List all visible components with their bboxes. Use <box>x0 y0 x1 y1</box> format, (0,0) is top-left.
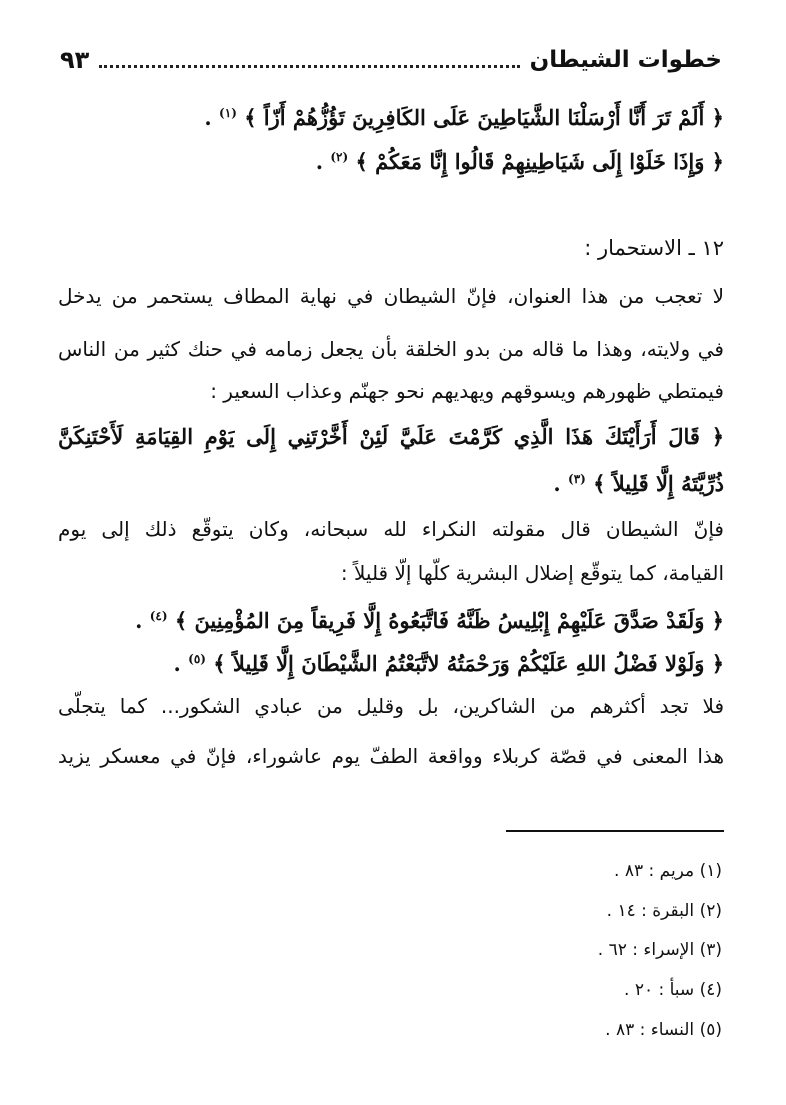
verse-text: ﴿ وَلَقَدْ صَدَّقَ عَلَيْهِمْ إِبْلِيسُ ظَنَّهُ فَاتَّبَعُوهُ إِلَّا فَرِيقاً مِنَ المُؤْمِنِينَ ﴾ <box>174 608 724 633</box>
verse-text: ﴿ وَإِذَا خَلَوْا إِلَى شَيَاطِينِهِمْ قَالُوا إِنَّا مَعَكُمْ ﴾ <box>355 149 724 174</box>
footnote-text: البقرة : ١٤ . <box>606 901 695 921</box>
paragraph-line: فيمتطي ظهورهم ويسوقهم ويهديهم نحو جهنّم وعذاب السعير : <box>210 379 724 403</box>
footnote <box>607 898 722 924</box>
footnote <box>624 977 722 1003</box>
footnote <box>605 1017 722 1043</box>
verse-line: ﴿ قَالَ أَرَأَيْتَكَ هَذَا الَّذِي كَرَّمْتَ عَلَيَّ لَئِنْ أَخَّرْتَنِي إِلَى يَوْمِ القِيَامَةِ لَأَحْتَنِكَنَّ <box>58 424 724 449</box>
verse-text: ذُرِّيَّتَهُ إِلَّا قَلِيلاً ﴾ <box>593 471 724 496</box>
footnote-text: الإسراء : ٦٢ . <box>597 940 695 960</box>
verse-line: ﴿ وَإِذَا خَلَوْا إِلَى شَيَاطِينِهِمْ قَالُوا إِنَّا مَعَكُمْ ﴾ $^{(٢)}$ . <box>315 149 724 174</box>
footnote <box>614 858 722 884</box>
footnote-ref: (٢) <box>330 150 349 164</box>
footnote-text: سبأ : ٢٠ . <box>624 980 695 1000</box>
verse-text: ﴿ أَلَمْ تَرَ أَنَّا أَرْسَلْنَا الشَّيَاطِينَ عَلَى الكَافِرِينَ تَؤُزُّهُمْ أَزّاً ﴾ <box>244 105 724 130</box>
footnote-text: النساء : ٨٣ . <box>605 1020 695 1040</box>
footnote-number: (٥) <box>699 1020 722 1040</box>
verse-line: ﴿ وَلَوْلا فَضْلُ اللهِ عَلَيْكُمْ وَرَحْمَتُهُ لاتَّبَعْتُمُ الشَّيْطَانَ إِلَّا قَلِيلاً ﴾ $^{(٥)}$ . <box>173 651 724 676</box>
footnote-text: مريم : ٨٣ . <box>614 861 695 881</box>
footnote-ref: (٣) <box>568 472 586 486</box>
verse-line: ذُرِّيَّتَهُ إِلَّا قَلِيلاً ﴾ $^{(٣)}$ . <box>553 471 724 496</box>
footnote-ref: (٤) <box>149 609 168 623</box>
chapter-title: خطوات الشيطان <box>529 47 722 73</box>
running-header <box>60 42 722 78</box>
footnote <box>598 937 722 963</box>
footnote-ref: (١) <box>219 106 237 120</box>
paragraph-line: هذا المعنى في قصّة كربلاء وواقعة الطفّ يوم عاشوراء، فإنّ في معسكر يزيد <box>58 744 724 768</box>
verse-line: ﴿ وَلَقَدْ صَدَّقَ عَلَيْهِمْ إِبْلِيسُ ظَنَّهُ فَاتَّبَعُوهُ إِلَّا فَرِيقاً مِنَ المُؤْمِنِينَ ﴾ $^{(٤)}$ . <box>135 608 724 633</box>
paragraph-line: لا تعجب من هذا العنوان، فإنّ الشيطان في نهاية المطاف يستحمر من يدخل <box>58 284 724 308</box>
footnote-number: (٢) <box>699 901 722 921</box>
paragraph-line: فلا تجد أكثرهم من الشاكرين، بل وقليل من عبادي الشكور... كما يتجلّى <box>58 694 724 718</box>
verse-text: ﴿ وَلَوْلا فَضْلُ اللهِ عَلَيْكُمْ وَرَحْمَتُهُ لاتَّبَعْتُمُ الشَّيْطَانَ إِلَّا قَلِيلاً ﴾ <box>213 651 724 676</box>
paragraph-line: القيامة، كما يتوقّع إضلال البشرية كلّها إلّا قليلاً : <box>340 561 724 585</box>
footnote-number: (٣) <box>699 940 722 960</box>
footnote-number: (١) <box>699 861 722 881</box>
paragraph-line: فإنّ الشيطان قال مقولته النكراء لله سبحانه، وكان يتوقّع ذلك إلى يوم <box>58 517 724 541</box>
dotted-leader <box>99 65 519 68</box>
footnote-separator <box>506 830 724 832</box>
verse-line: ﴿ أَلَمْ تَرَ أَنَّا أَرْسَلْنَا الشَّيَاطِينَ عَلَى الكَافِرِينَ تَؤُزُّهُمْ أَزّاً ﴾ $^{(١)}$ . <box>204 105 724 130</box>
page-number: ٩٣ <box>60 46 90 74</box>
section-heading: ١٢ ـ الاستحمار : <box>584 236 724 260</box>
footnote-number: (٤) <box>699 980 722 1000</box>
footnote-ref: (٥) <box>188 652 206 666</box>
paragraph-line: في ولايته، وهذا ما قاله من بدو الخلقة بأن يجعل زمامه في حنك كثير من الناس <box>58 337 724 361</box>
